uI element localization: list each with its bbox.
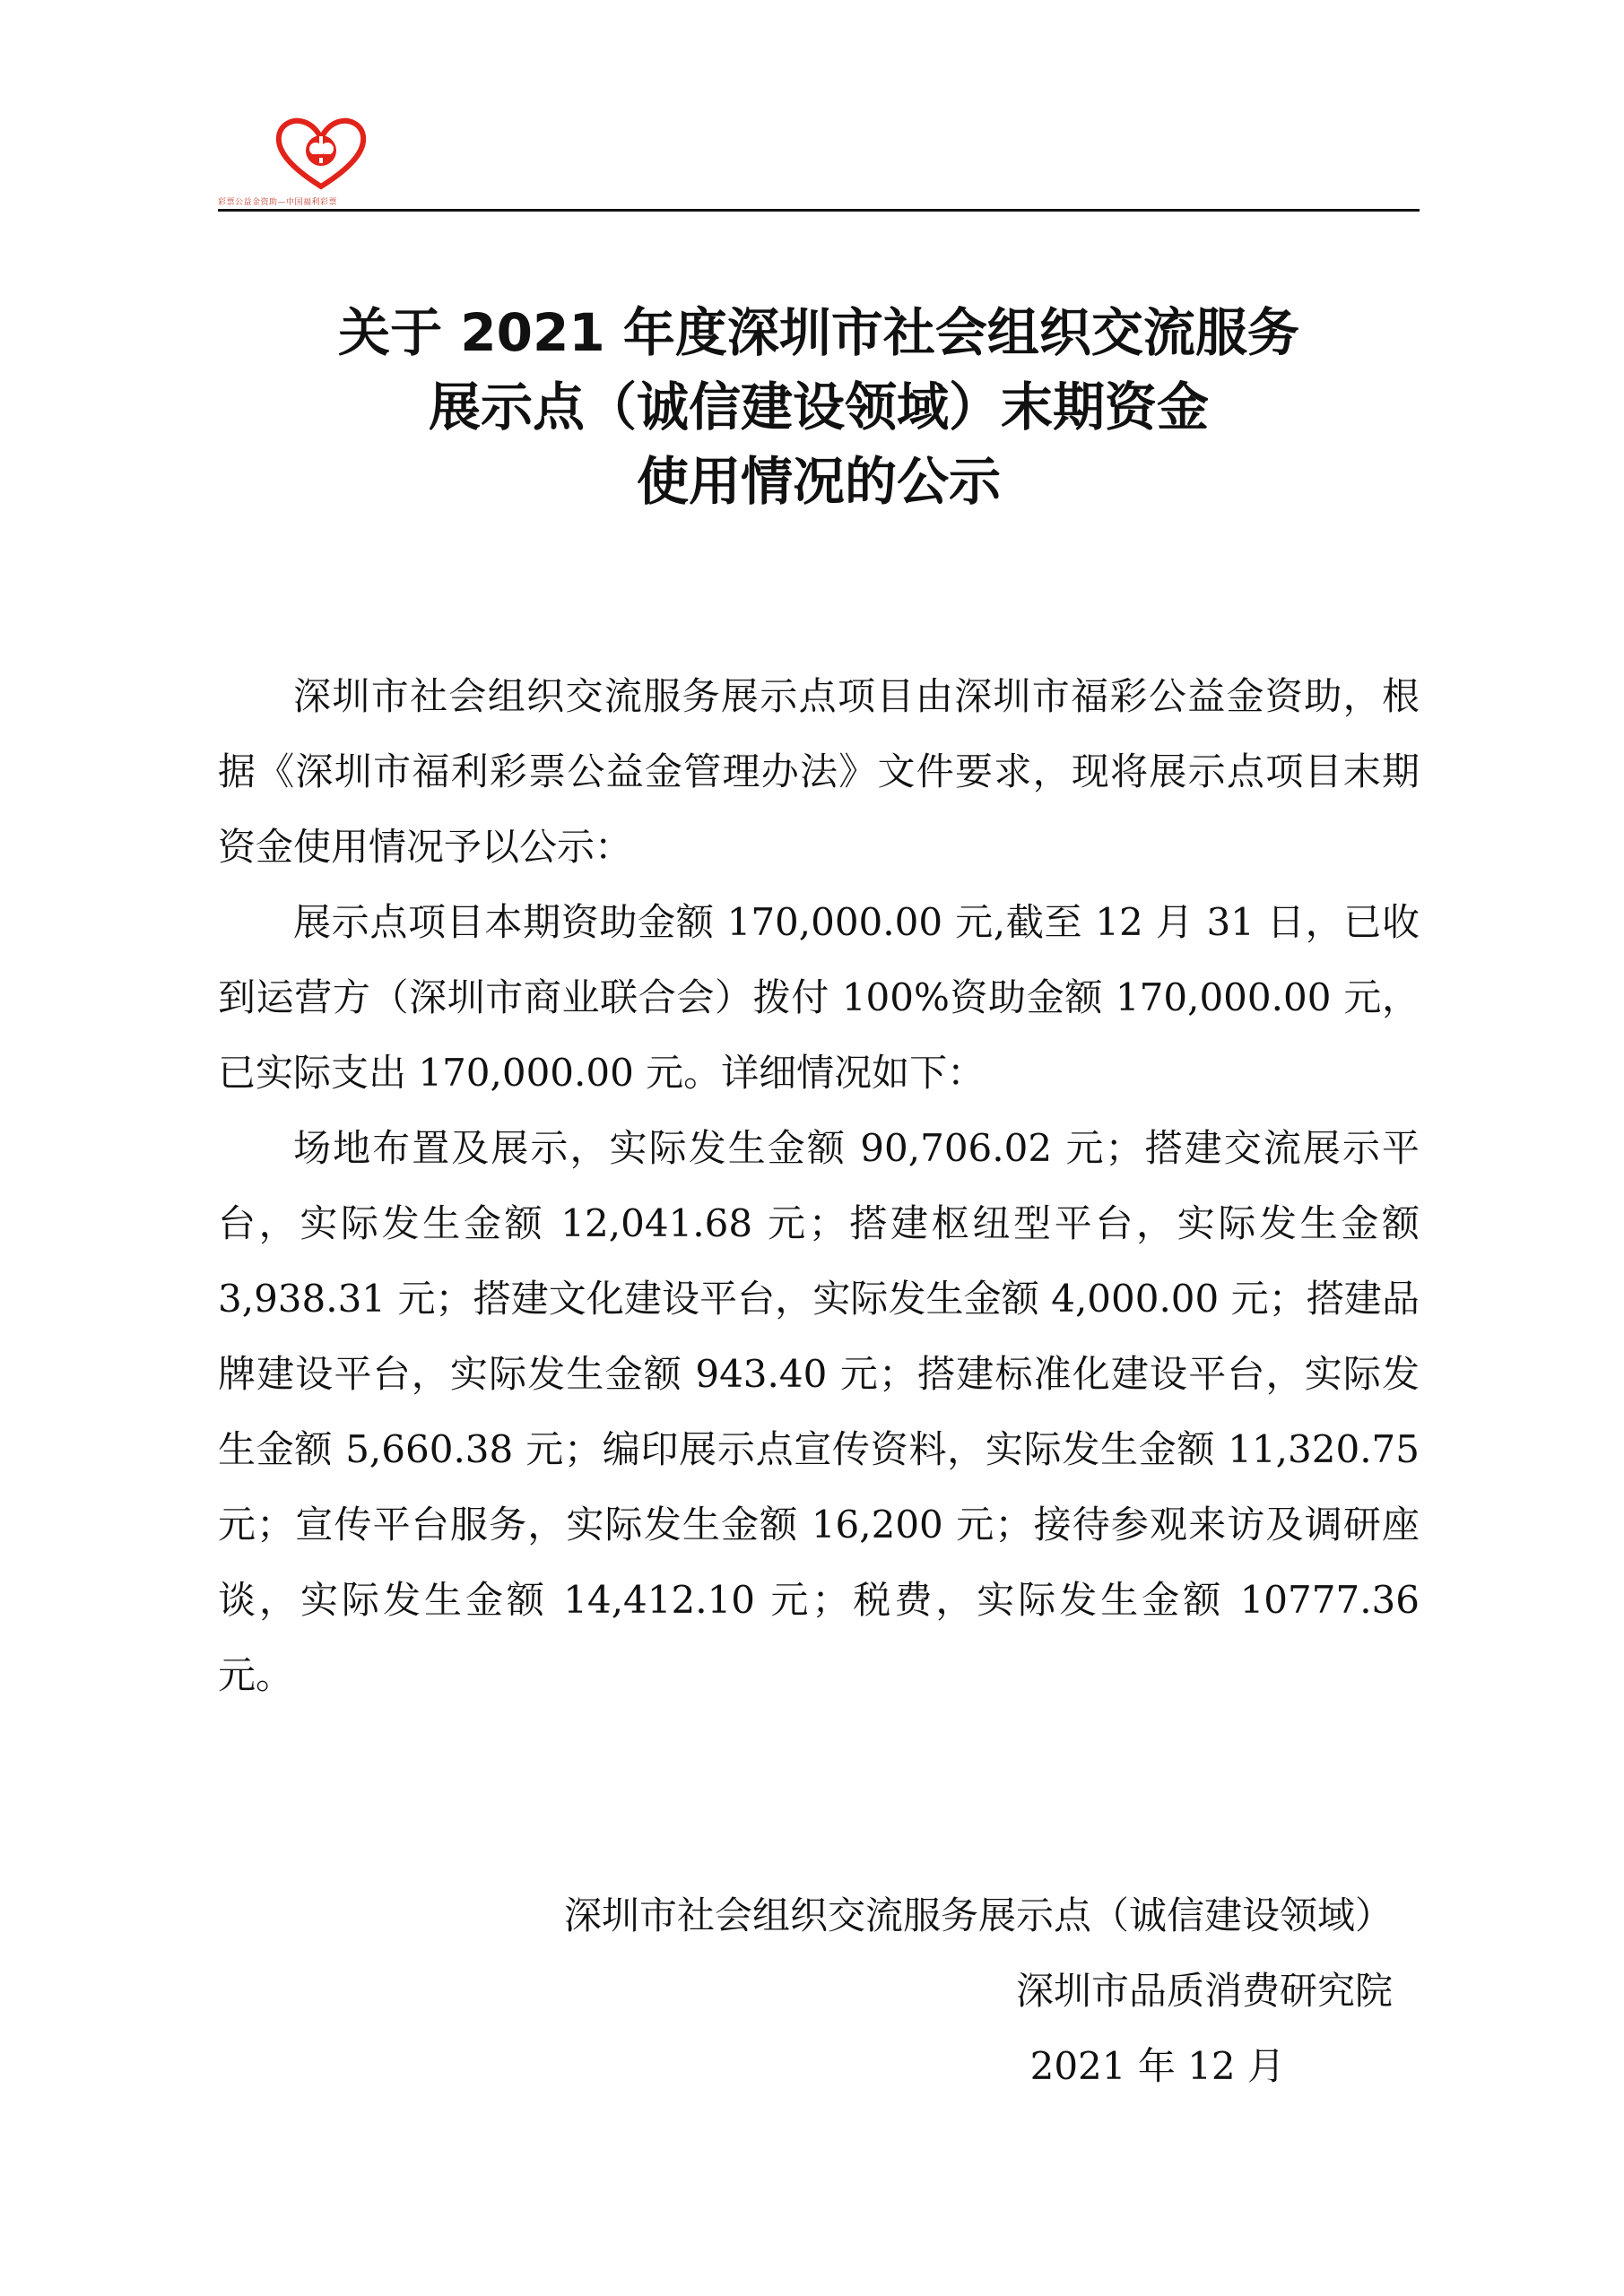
signature-org: 深圳市社会组织交流服务展示点（诚信建设领域） bbox=[563, 1893, 1393, 1937]
signature-block bbox=[218, 1878, 1393, 2104]
signature-institute: 深圳市品质消费研究院 bbox=[1015, 1969, 1393, 2013]
body-paragraph-funding: 展示点项目本期资助金额 170,000.00 元,截至 12 月 31 日，已收到运营方（深圳市商业联合会）拨付 100%资助金额 170,000.00 元，已实际支出 170,000.00 元。详细情况如下： bbox=[218, 900, 1420, 1095]
page-header bbox=[218, 115, 1420, 213]
document-body bbox=[218, 659, 1420, 1713]
heart-logo-icon bbox=[272, 115, 370, 191]
header-divider bbox=[218, 209, 1420, 212]
title-line-2: 展示点（诚信建设领域）末期资金 bbox=[428, 377, 1209, 438]
body-paragraph-intro: 深圳市社会组织交流服务展示点项目由深圳市福彩公益金资助，根据《深圳市福利彩票公益金管理办法》文件要求，现将展示点项目末期资金使用情况予以公示： bbox=[218, 674, 1420, 869]
welfare-lottery-logo bbox=[272, 115, 370, 191]
document-title bbox=[218, 296, 1420, 519]
body-paragraph-expenses: 场地布置及展示，实际发生金额 90,706.02 元；搭建交流展示平台，实际发生金额 12,041.68 元；搭建枢纽型平台，实际发生金额 3,938.31 元；搭建文化建设平台，实际发生金额 4,000.00 元；搭建品牌建设平台，实际发生金额 943.40 元；搭建标准化建设平台，实际发生金额 5,660.38 元；编印展示点宣传资料，实际发生金额 11,320.75 元；宣传平台服务，实际发生金额 16,200 元；接待参观来访及调研座谈，实际发生金额 14,412.10 元；税费，实际发生金额 10777.36 元。 bbox=[218, 1126, 1420, 1697]
logo-caption: 彩票公益金资助—中国福利彩票 bbox=[218, 198, 338, 207]
title-line-3: 使用情况的公示 bbox=[636, 451, 1001, 512]
signature-date: 2021 年 12 月 bbox=[1029, 2044, 1285, 2088]
title-line-1: 关于 2021 年度深圳市社会组织交流服务 bbox=[338, 302, 1299, 363]
